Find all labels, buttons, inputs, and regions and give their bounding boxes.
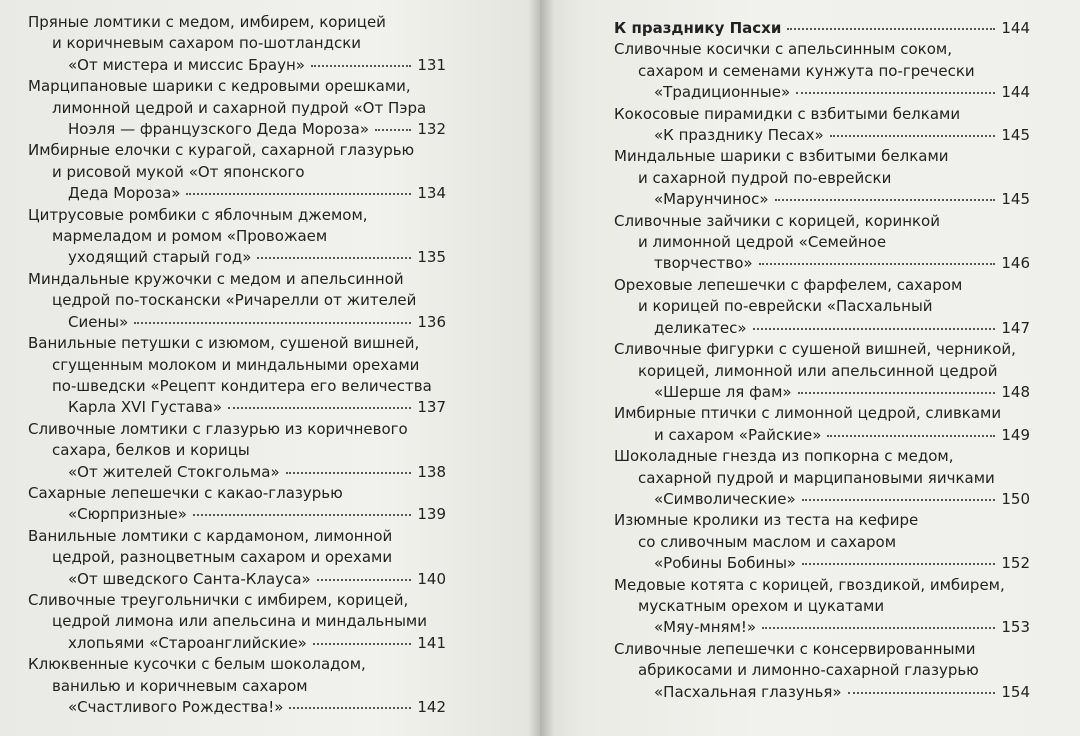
entry-line <box>614 339 1030 360</box>
entry-text: Карла XVI Густава» <box>68 398 223 417</box>
entry-last-line <box>614 425 1030 446</box>
entry-text: Кокосовые пирамидки с взбитыми белками <box>614 104 961 123</box>
page-number: 148 <box>1001 382 1030 401</box>
toc-entry <box>614 446 1030 510</box>
entry-line <box>28 162 446 183</box>
section-title: К празднику Пасхи <box>614 19 782 37</box>
leader-dots <box>375 128 411 131</box>
leader-dots <box>830 134 996 137</box>
page-number: 138 <box>417 462 446 481</box>
toc-entry <box>28 590 446 654</box>
entry-text: цедрой по-тоскански «Ричарелли от жителей <box>52 291 417 310</box>
entry-text: сгущенным молоком и миндальными орехами <box>52 355 420 374</box>
toc-entry <box>28 419 446 483</box>
entry-text: «Шерше ля фам» <box>654 382 792 401</box>
entry-last-line <box>28 569 446 590</box>
entry-line <box>614 639 1030 660</box>
page-number: 149 <box>1001 425 1030 444</box>
page-number: 137 <box>417 398 446 417</box>
entry-text: Изюмные кролики из теста на кефире <box>614 511 919 530</box>
leader-dots <box>775 198 996 201</box>
entry-text: «К празднику Песах» <box>654 126 824 145</box>
entry-text: Сливочные зайчики с корицей, коринкой <box>614 211 940 230</box>
entry-text: Имбирные птички с лимонной цедрой, сливками <box>614 404 1002 423</box>
entry-line <box>28 611 446 632</box>
entry-last-line <box>614 125 1030 146</box>
entry-text: Ванильные петушки с изюмом, сушеной вишней, <box>28 334 420 353</box>
entry-text: и сахарной пудрой по-еврейски <box>638 168 892 187</box>
entry-line <box>614 39 1030 60</box>
entry-line <box>28 12 446 33</box>
leader-dots <box>827 434 995 437</box>
entry-text: сахара, белков и корицы <box>52 441 250 460</box>
entry-text: «От мистера и миссис Браун» <box>68 55 305 74</box>
entry-line <box>614 168 1030 189</box>
entry-line <box>614 296 1030 317</box>
entry-line <box>614 532 1030 553</box>
entry-text: Ванильные ломтики с кардамоном, лимонной <box>28 526 393 545</box>
entry-text: «Робины Бобины» <box>654 554 797 573</box>
entry-last-line <box>614 253 1030 274</box>
toc-entry <box>614 275 1030 339</box>
entry-line <box>28 98 446 119</box>
entry-last-line <box>28 397 446 418</box>
page-number: 147 <box>1001 318 1030 337</box>
entry-text: Шоколадные гнезда из попкорна с медом, <box>614 447 954 466</box>
leader-dots <box>759 262 996 265</box>
page-number: 144 <box>1001 19 1030 37</box>
toc-entry <box>28 333 446 419</box>
entry-text: и корицей по-еврейски «Пасхальный <box>638 297 933 316</box>
entry-text: «Традиционные» <box>654 83 791 102</box>
entry-line <box>28 76 446 97</box>
page-number: 142 <box>417 698 446 716</box>
toc-entry <box>614 403 1030 446</box>
entry-line <box>614 446 1030 467</box>
entry-line <box>28 376 446 397</box>
page-number: 144 <box>1001 83 1030 102</box>
toc-entry <box>28 140 446 204</box>
leader-dots <box>798 391 996 394</box>
toc-entry <box>614 211 1030 275</box>
entry-text: сахаром и семенами кунжута по-гречески <box>638 61 975 80</box>
entry-line <box>614 468 1030 489</box>
entry-last-line <box>28 119 446 140</box>
leader-dots <box>193 513 411 516</box>
entry-text: лимонной цедрой и сахарной пудрой «От Пэра <box>52 98 427 117</box>
entry-line <box>614 275 1030 296</box>
page-number: 152 <box>1001 554 1030 573</box>
page-number: 145 <box>1001 126 1030 145</box>
toc-entry <box>614 146 1030 210</box>
leader-dots <box>848 691 996 694</box>
entry-line <box>28 333 446 354</box>
entry-text: Ноэля — французского Деда Мороза» <box>68 120 369 139</box>
entry-line <box>28 526 446 547</box>
entry-last-line <box>28 633 446 654</box>
entry-text: «От шведского Санта-Клауса» <box>68 569 311 588</box>
entry-line <box>614 660 1030 681</box>
entry-line <box>28 590 446 611</box>
leader-dots <box>228 406 411 409</box>
entry-line <box>28 205 446 226</box>
entry-text: и лимонной цедрой «Семейное <box>638 233 887 252</box>
entry-line <box>614 510 1030 531</box>
entry-text: «Сюрпризные» <box>68 505 187 524</box>
entry-text: «Марунчинос» <box>654 190 769 209</box>
leader-dots <box>787 27 995 30</box>
page-number: 135 <box>417 248 446 267</box>
toc-entry <box>28 205 446 269</box>
entry-line <box>28 140 446 161</box>
page-number: 131 <box>417 55 446 74</box>
page-number: 150 <box>1001 489 1030 508</box>
entry-last-line <box>614 189 1030 210</box>
entry-text: и сахаром «Райские» <box>654 425 822 444</box>
entry-last-line <box>614 489 1030 510</box>
page-number: 132 <box>417 120 446 139</box>
entry-line <box>614 232 1030 253</box>
page-number: 154 <box>1001 682 1030 701</box>
entry-last-line <box>614 682 1030 703</box>
entry-text: Цитрусовые ромбики с яблочным джемом, <box>28 205 368 224</box>
page-number: 134 <box>417 184 446 203</box>
entry-text: ванилью и коричневым сахаром <box>52 676 308 695</box>
entry-text: абрикосами и лимонно-сахарной глазурью <box>638 661 979 680</box>
entry-last-line <box>614 553 1030 574</box>
entry-last-line <box>28 55 446 76</box>
page-number: 139 <box>417 505 446 524</box>
entry-line <box>28 226 446 247</box>
entry-text: сахарной пудрой и марципановыми яичками <box>638 468 995 487</box>
toc-entry <box>614 575 1030 639</box>
leader-dots <box>802 498 996 501</box>
entry-last-line <box>614 318 1030 339</box>
entry-text: «Символические» <box>654 489 796 508</box>
toc-entry <box>28 269 446 333</box>
entry-line <box>28 419 446 440</box>
entry-text: хлопьями «Староанглийские» <box>68 633 307 652</box>
entry-last-line <box>614 382 1030 403</box>
entry-text: творчество» <box>654 254 753 273</box>
page-number: 140 <box>417 569 446 588</box>
entry-line <box>28 547 446 568</box>
page-number: 136 <box>417 312 446 331</box>
entry-line <box>28 654 446 675</box>
entry-line <box>614 211 1030 232</box>
entry-text: Деда Мороза» <box>68 184 181 203</box>
toc-entry <box>614 510 1030 574</box>
entry-last-line <box>614 82 1030 103</box>
entry-text: Миндальные кружочки с медом и апельсинной <box>28 269 404 288</box>
entry-line <box>614 403 1030 424</box>
entry-last-line <box>28 312 446 333</box>
entry-last-line <box>28 462 446 483</box>
section-heading <box>614 18 1030 39</box>
entry-text: Сиены» <box>68 312 129 331</box>
entry-text: по-шведски «Рецепт кондитера его величества <box>52 376 432 395</box>
entry-text: цедрой, разноцветным сахаром и орехами <box>52 548 393 567</box>
entry-line <box>28 676 446 697</box>
toc-entry <box>28 526 446 590</box>
toc-entry <box>614 639 1030 703</box>
toc-entry <box>614 104 1030 147</box>
entry-text: уходящий старый год» <box>68 248 252 267</box>
entry-last-line <box>28 247 446 268</box>
leader-dots <box>289 706 411 709</box>
page-number: 153 <box>1001 618 1030 637</box>
entry-text: Сливочные ломтики с глазурью из коричневого <box>28 419 408 438</box>
page-number: 146 <box>1001 254 1030 273</box>
leader-dots <box>762 626 995 629</box>
leader-dots <box>753 327 996 330</box>
toc-entry <box>614 339 1030 403</box>
entry-text: Сливочные лепешечки с консервированными <box>614 639 976 658</box>
leader-dots <box>134 321 411 324</box>
book-gutter-shadow <box>528 0 554 736</box>
entry-last-line <box>28 504 446 525</box>
entry-text: Пряные ломтики с медом, имбирем, корицей <box>28 13 386 31</box>
entry-text: и рисовой мукой «От японского <box>52 162 305 181</box>
toc-entry <box>28 12 446 76</box>
toc-entry <box>28 654 446 718</box>
entry-text: Миндальные шарики с взбитыми белками <box>614 147 949 166</box>
entry-text: и коричневым сахаром по-шотландски <box>52 34 362 53</box>
entry-text: «Мяу-мням!» <box>654 618 757 637</box>
entry-text: Сахарные лепешечки с какао-глазурью <box>28 483 343 502</box>
toc-entry <box>614 39 1030 103</box>
entry-text: Медовые котята с корицей, гвоздикой, имбирем, <box>614 575 1005 594</box>
entry-line <box>614 596 1030 617</box>
entry-text: мармеладом и ромом «Провожаем <box>52 227 328 246</box>
page-number: 145 <box>1001 190 1030 209</box>
leader-dots <box>311 64 411 67</box>
entry-text: со сливочным маслом и сахаром <box>638 532 897 551</box>
leader-dots <box>317 578 412 581</box>
right-page <box>540 0 1080 736</box>
entry-text: Клюквенные кусочки с белым шоколадом, <box>28 655 366 674</box>
leader-dots <box>186 192 411 195</box>
entry-line <box>28 483 446 504</box>
leader-dots <box>802 562 995 565</box>
entry-last-line <box>614 617 1030 638</box>
entry-text: Сливочные треугольнички с имбирем, корицей, <box>28 590 409 609</box>
entry-text: Имбирные елочки с курагой, сахарной глазурью <box>28 141 415 160</box>
entry-text: «Счастливого Рождества!» <box>68 698 284 716</box>
entry-text: Ореховые лепешечки с фарфелем, сахаром <box>614 275 963 294</box>
entry-line <box>614 575 1030 596</box>
entry-line <box>614 146 1030 167</box>
entry-text: цедрой лимона или апельсина и миндальными <box>52 612 427 631</box>
leader-dots <box>796 91 995 94</box>
entry-line <box>28 269 446 290</box>
entry-line <box>28 355 446 376</box>
entry-text: Марципановые шарики с кедровыми орешками, <box>28 77 411 96</box>
entry-text: деликатес» <box>654 318 747 337</box>
entry-text: Сливочные косички с апельсинным соком, <box>614 40 952 59</box>
page-number: 141 <box>417 633 446 652</box>
entry-text: Сливочные фигурки с сушеной вишней, черникой, <box>614 340 1016 359</box>
entry-last-line <box>28 697 446 718</box>
toc-entry <box>28 483 446 526</box>
entry-line <box>614 361 1030 382</box>
entry-last-line <box>28 183 446 204</box>
entry-line <box>28 290 446 311</box>
entry-line <box>28 33 446 54</box>
entry-line <box>28 440 446 461</box>
entry-line <box>614 61 1030 82</box>
entry-text: «От жителей Стокгольма» <box>68 462 280 481</box>
entry-line <box>614 104 1030 125</box>
toc-entry <box>28 76 446 140</box>
entry-text: мускатным орехом и цукатами <box>638 596 885 615</box>
leader-dots <box>313 642 412 645</box>
leader-dots <box>286 471 412 474</box>
leader-dots <box>257 256 411 259</box>
entry-text: «Пасхальная глазунья» <box>654 682 842 701</box>
entry-text: корицей, лимонной или апельсинной цедрой <box>638 361 998 380</box>
